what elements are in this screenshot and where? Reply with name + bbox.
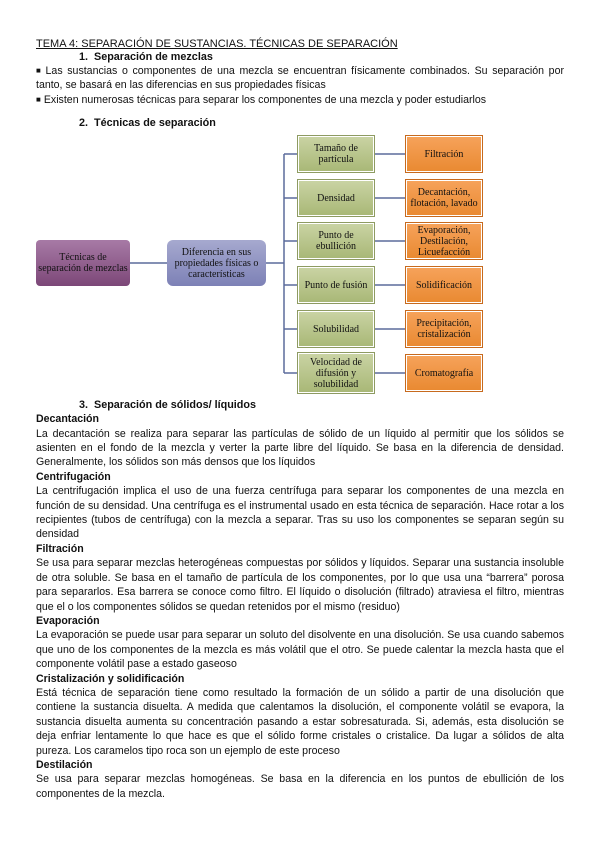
subsection-text: La centrifugación implica el uso de una fuerza centrífuga para separar los componentes de una mezcla en función de su densidad. Una centrífuga es el instrumental usado en esta técnica de separación. Hace rotar a los recipientes (tubos de centrífuga) con la mezcla a separar. Tras su uso los componentes se separan según su densidad: [36, 485, 564, 541]
section-1-heading: 1. Separación de mezclas: [78, 51, 213, 63]
document-page: [36, 38, 564, 801]
property-node: Velocidad de difusión y solubilidad: [298, 353, 374, 393]
subsection-text: La decantación se realiza para separar las partículas de sólido de un líquido al permitir que los sólidos se asienten en el fondo de la mezcla y verter la parte libre del líquido. Se basa en la diferencia de densidad. Generalmente, los sólidos son más densos que los líquidos: [36, 427, 564, 469]
diagram-root-node: Técnicas de separación de mezclas: [36, 240, 130, 286]
subsection-text: Se usa para separar mezclas heterogéneas compuestas por sólidos y líquidos. Separar una sustancia insoluble de otra soluble. Se basa en el tamaño de partícula de los componentes, por lo que usa una “barrera” porosa para separarlos. Esa barrera se conoce como filtro. El líquido o disolución (filtrado) atraviesa el filtro, mientras que el o los componentes sólidos se quedan retenidos por el mismo (residuo): [36, 557, 564, 613]
technique-node: Cromatografía: [406, 355, 482, 391]
property-node: Punto de ebullición: [298, 223, 374, 259]
technique-node: Evaporación, Destilación, Licuefacción: [406, 223, 482, 259]
subsection-title: Decantación: [36, 413, 99, 426]
subsection-text: La evaporación se puede usar para separar un soluto del disolvente en una disolución. Se usa cuando sabemos que uno de los componentes de la mezcla es más volátil que el otro. Se puede calentar la mezcla hasta que el componente volátil pase a estado gaseoso: [36, 629, 564, 671]
subsection-title: Cristalización y solidificación: [36, 672, 185, 685]
diagram-middle-node: Diferencia en sus propiedades físicas o características: [167, 240, 266, 286]
subsection-title: Destilación: [36, 758, 93, 771]
property-node: Tamaño de partícula: [298, 136, 374, 172]
technique-node: Precipitación, cristalización: [406, 311, 482, 347]
technique-node: Decantación, flotación, lavado: [406, 180, 482, 216]
subsection-title: Filtración: [36, 542, 84, 555]
subsection-title: Centrifugación: [36, 470, 111, 483]
technique-node: Solidificación: [406, 267, 482, 303]
separation-techniques-diagram: [36, 133, 564, 393]
bullet-paragraph: ■ Existen numerosas técnicas para separar los componentes de una mezcla y poder estudiarlos: [36, 93, 487, 106]
square-bullet-icon: ■: [36, 94, 41, 104]
bullet-paragraph: ■ Las sustancias o componentes de una mezcla se encuentran físicamente combinados. Su separación por tanto, se basará en las diferencias en sus propiedades físicas: [36, 65, 564, 92]
document-title: TEMA 4: SEPARACIÓN DE SUSTANCIAS. TÉCNICAS DE SEPARACIÓN: [36, 38, 398, 50]
property-node: Densidad: [298, 180, 374, 216]
section-3-heading: 3. Separación de sólidos/ líquidos: [78, 399, 256, 412]
section-2-heading: 2. Técnicas de separación: [78, 117, 216, 130]
property-node: Solubilidad: [298, 311, 374, 347]
property-node: Punto de fusión: [298, 267, 374, 303]
square-bullet-icon: ■: [36, 66, 43, 75]
technique-node: Filtración: [406, 136, 482, 172]
subsection-text: Está técnica de separación tiene como resultado la formación de un sólido a partir de una disolución que contiene la sustancia disuelta. A medida que calentamos la disolución, el componente volátil se evapora, la sustancia disuelta aumenta su concentración pasando a estar sobresaturada. Si, además, esta disolución se deja enfriar lentamente lo que hace es que el sólido forme cristales o cristalice. Da lugar a sólidos de alta pureza. Los caramelos tipo roca son un ejemplo de este proceso: [36, 686, 564, 757]
subsection-title: Evaporación: [36, 614, 100, 627]
subsection-text: Se usa para separar mezclas homogéneas. Se basa en la diferencia en los puntos de ebullición de los componentes de la mezcla.: [36, 773, 564, 800]
